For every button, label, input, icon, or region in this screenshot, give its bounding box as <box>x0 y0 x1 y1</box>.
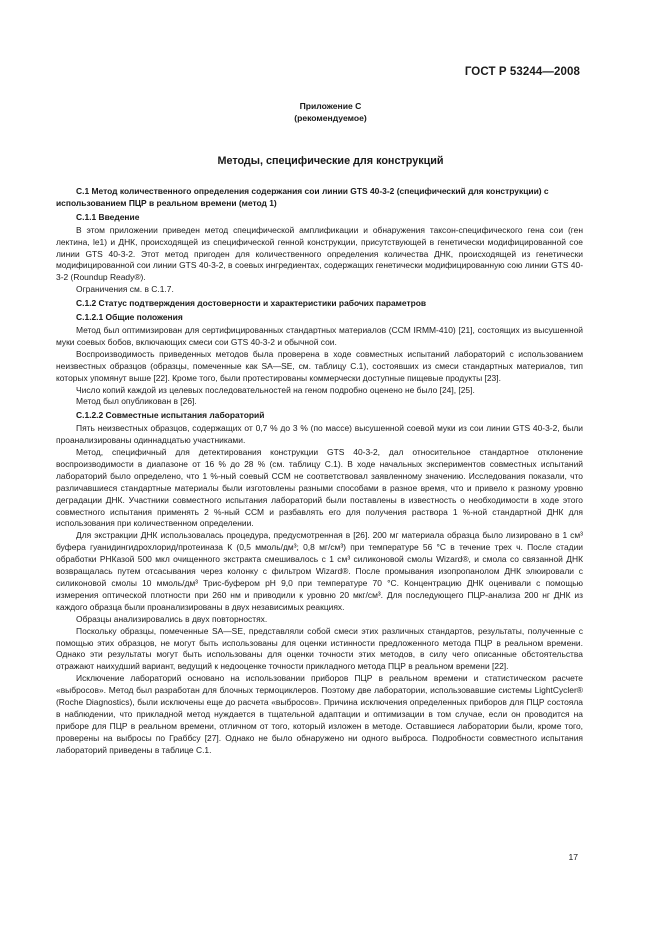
annex-title: Приложение С <box>299 101 362 111</box>
body-paragraph: Поскольку образцы, помеченные SA—SE, представляли собой смеси этих различных стандартов, результаты, полученные с помощью этих образцов, не могут быть использованы для оценки истинности предложенного метода ПЦР в реальном времени. Однако эти результаты могут быть использованы для оценки точности этих методов, в силу чего описанные обстоятельства отражают наихудший вариант, ведущий к недооценке точности прикладного метода ПЦР в реальном времени [22]. <box>56 625 583 672</box>
body-paragraph: Воспроизводимость приведенных методов была проверена в ходе совместных испытаний лабораторий с использованием неизвестных образцов (образцы, помеченные как SA—SE, см. таблицу С.1), состоявших из смеси стандартных материалов, тип которых упомянут выше [22]. Кроме того, были протестированы коммерчески доступные пищевые продукты [23]. <box>56 348 583 383</box>
body-paragraph: Для экстракции ДНК использовалась процедура, предусмотренная в [26]. 200 мг материала образца было лизировано в 1 см³ буфера гуанидингидрохлорид/протеиназа К (0,5 ммоль/дм³; 0,8 мг/см³) при температуре 56 °С в течение трех ч. После стадии обработки РНКазой 500 мкл очищенного экстракта смешивалось с 1 см³ силиконовой смолы Wizard®, и смола со связанной ДНК возвращалась путем отсасывания через колонку с фильтром Wizard®. После промывания изопропанолом ДНК элюировали с силиконовой смолы 10 ммоль/дм³ Трис-буфером рН 9,0 при температуре 70 °С. Концентрацию ДНК оценивали с помощью измерения оптической плотности при 260 нм и приводили к уровню 20 мкг/см³. Для последующего ПЦР-анализа 200 нг ДНК из каждого образца были проанализированы в двух независимых реакциях. <box>56 530 583 612</box>
body-paragraph: Пять неизвестных образцов, содержащих от 0,7 % до 3 % (по массе) высушенной соевой муки из сои линии GTS 40-3-2, были проанализированы одиннадцатью участниками. <box>56 423 583 446</box>
body-paragraph: В этом приложении приведен метод специфической амплификации и обнаружения таксон-специфического гена сои (ген лектина, le1) и ДНК, происходящей из специфической генной конструкции, присутствующей в генетически модифицированной сое линии GTS 40-3-2. Этот метод пригоден для количественного определения количества ДНК, происходящей из генетически модифицированной сои линии GTS 40-3-2, в соевых ингредиентах, содержащих генетически модифицированную сою линии GTS 40-3-2 (Roundup Ready®). <box>56 224 583 283</box>
body-paragraph: Метод, специфичный для детектирования конструкции GTS 40-3-2, дал относительное стандартное отклонение воспроизводимости в диапазоне от 16 % до 28 % (см. таблицу С.1). В ходе начальных экспериментов совместных испытаний лабораторий было определено, что 1 %-ный соевый CCM не соответствовал заявленному значению. Исследования показали, что различавшиеся стандартные материалы были изготовлены разными способами в разное время, что и привело к разному уровню деградации ДНК. Участники совместного испытания лабораторий были поставлены в известность о необходимости в ходе этого совместного испытания применять 2 %-ный CCM и разбавлять его для получения раствора 1 %-ной стандартной ДНК для использования при количественном определении. <box>56 447 583 529</box>
body-paragraph: Ограничения см. в С.1.7. <box>76 284 174 295</box>
clause-c1-heading: C.1 Метод количественного определения содержания сои линии GTS 40-3-2 (специфический для конструкции) с использованием ПЦР в реальном времени (метод 1) <box>56 186 549 208</box>
clause-c12-heading: C.1.2 Статус подтверждения достоверности и характеристики рабочих параметров <box>76 298 427 309</box>
annex-subtitle: (рекомендуемое) <box>294 113 367 123</box>
standard-designation: ГОСТ Р 53244—2008 <box>464 66 580 78</box>
page-number: 17 <box>568 852 578 862</box>
document-body <box>56 186 583 757</box>
body-paragraph: Метод был оптимизирован для сертифицированных стандартных материалов (CCM IRMM-410) [21], состоящих из высушенной муки соевых бобов, включающих смеси сои GTS 40-3-2 и обычной сои. <box>56 324 583 347</box>
body-paragraph: Число копий каждой из целевых последовательностей на геном подробно оценено не было [24], [25]. <box>76 384 475 395</box>
body-paragraph: Исключение лабораторий основано на использовании приборов ПЦР в реальном времени и статистическом расчете «выбросов». Метод был разработан для блочных термоциклеров. Поэтому две лаборатории, использовавшие системы LightCycler® (Roche Diagnostics), были исключены еще до расчета «выбросов». Причина исключения определенных приборов для ПЦР состояла в наблюдении, что прикладной метод нуждается в тщательной адаптации и оптимизации в том случае, если он проводится на приборе для ПЦР в реальном времени, отличном от того, который изложен в методе. Оставшиеся лаборатории были, кроме того, проверены на выбросы по Граббсу [27]. Однако не было обнаружено ни одного выброса. Подробности совместного испытания лабораторий приведены в таблице С.1. <box>56 673 583 755</box>
clause-c121-heading: C.1.2.1 Общие положения <box>76 312 183 323</box>
clause-c122-heading: C.1.2.2 Совместные испытания лабораторий <box>76 410 265 421</box>
clause-c11-heading: C.1.1 Введение <box>76 211 140 222</box>
body-paragraph: Метод был опубликован в [26]. <box>76 396 197 407</box>
body-paragraph: Образцы анализировались в двух повторностях. <box>76 613 268 624</box>
section-title: Методы, специфические для конструкций <box>217 155 444 167</box>
